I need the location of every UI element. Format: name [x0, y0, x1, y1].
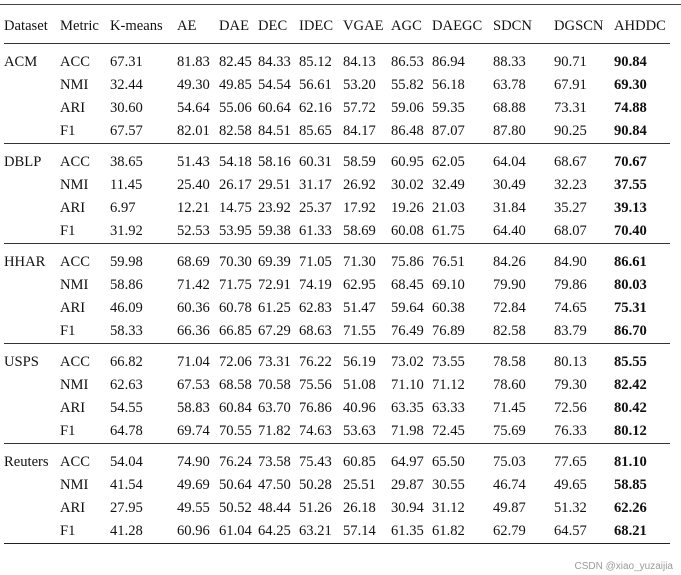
value-cell: 59.35: [432, 100, 465, 117]
value-cell: 50.28: [299, 477, 332, 494]
value-cell: 23.92: [258, 200, 291, 217]
metric-cell: ARI: [60, 200, 86, 217]
dataset-cell: [4, 174, 60, 197]
value-cell: 68.67: [554, 143, 614, 174]
best-value-cell: 75.31: [614, 300, 647, 317]
dataset-cell: [4, 320, 60, 343]
table-row: [4, 97, 670, 120]
value-cell: 32.44: [110, 77, 143, 94]
value-cell: 29.51: [258, 177, 291, 194]
value-cell: 71.82: [258, 422, 291, 439]
value-cell: 84.17: [343, 122, 376, 139]
table-row: [4, 174, 670, 197]
value-cell: 78.58: [493, 343, 554, 374]
value-cell: 90.71: [554, 54, 587, 71]
value-cell: 62.79: [493, 520, 554, 543]
header-cell: AGC: [391, 11, 432, 43]
metric-cell: F1: [60, 422, 76, 439]
table-row: [4, 520, 670, 543]
dataset-cell: [4, 197, 60, 220]
value-cell: 84.26: [493, 243, 554, 274]
value-cell: 31.84: [493, 200, 526, 217]
value-cell: 51.43: [177, 143, 219, 174]
value-cell: 59.98: [110, 243, 177, 274]
value-cell: 30.94: [391, 500, 424, 517]
value-cell: 74.63: [299, 422, 332, 439]
value-cell: 74.90: [177, 443, 219, 474]
value-cell: 70.30: [219, 243, 258, 274]
value-cell: 38.65: [110, 143, 177, 174]
best-value-cell: 80.03: [614, 277, 647, 294]
value-cell: 75.43: [299, 443, 343, 474]
value-cell: 26.18: [343, 500, 376, 517]
value-cell: 51.47: [343, 300, 376, 317]
value-cell: 25.37: [299, 200, 332, 217]
dataset-cell: [4, 497, 60, 520]
value-cell: 70.55: [219, 422, 252, 439]
value-cell: 59.38: [258, 222, 291, 239]
value-cell: 25.40: [177, 177, 210, 194]
metric-cell: F1: [60, 122, 76, 139]
value-cell: 32.23: [554, 177, 587, 194]
value-cell: 47.50: [258, 477, 291, 494]
value-cell: 49.55: [177, 500, 210, 517]
value-cell: 59.64: [391, 300, 424, 317]
best-value-cell: 37.55: [614, 177, 647, 194]
value-cell: 54.64: [177, 100, 210, 117]
value-cell: 60.96: [177, 520, 219, 543]
value-cell: 54.55: [110, 400, 143, 417]
value-cell: 60.84: [219, 400, 252, 417]
header-cell: DAE: [219, 11, 258, 43]
value-cell: 68.58: [219, 377, 252, 394]
value-cell: 57.14: [343, 520, 391, 543]
value-cell: 60.64: [258, 100, 291, 117]
value-cell: 57.72: [343, 100, 376, 117]
value-cell: 76.33: [554, 422, 587, 439]
header-cell: DEC: [258, 11, 299, 43]
value-cell: 78.60: [493, 377, 526, 394]
value-cell: 30.49: [493, 177, 526, 194]
best-value-cell: 80.42: [614, 400, 647, 417]
metric-cell: NMI: [60, 377, 89, 394]
dataset-cell: DBLP: [4, 143, 60, 174]
value-cell: 82.58: [493, 322, 526, 339]
value-cell: 11.45: [110, 177, 143, 194]
header-row: [4, 11, 670, 43]
value-cell: 62.63: [110, 377, 143, 394]
value-cell: 63.33: [432, 400, 465, 417]
table-row: [4, 343, 670, 374]
value-cell: 58.69: [343, 222, 376, 239]
value-cell: 76.51: [432, 243, 493, 274]
best-value-cell: 90.84: [614, 54, 647, 71]
metric-cell: NMI: [60, 177, 89, 194]
value-cell: 61.35: [391, 520, 432, 543]
value-cell: 54.04: [110, 443, 177, 474]
value-cell: 68.69: [177, 243, 219, 274]
top-rule: [0, 4, 681, 5]
value-cell: 71.55: [343, 322, 376, 339]
value-cell: 60.36: [177, 300, 210, 317]
value-cell: 81.83: [177, 54, 210, 71]
table-row: [4, 243, 670, 274]
value-cell: 26.92: [343, 177, 376, 194]
value-cell: 55.06: [219, 100, 252, 117]
dataset-cell: Reuters: [4, 443, 60, 474]
value-cell: 86.53: [391, 54, 424, 71]
value-cell: 51.26: [299, 500, 332, 517]
table-row: [4, 474, 670, 497]
value-cell: 66.82: [110, 343, 177, 374]
table-row: [4, 497, 670, 520]
dataset-cell: [4, 397, 60, 420]
value-cell: 46.09: [110, 300, 143, 317]
value-cell: 71.12: [432, 377, 465, 394]
value-cell: 26.17: [219, 177, 252, 194]
value-cell: 74.19: [299, 277, 332, 294]
value-cell: 49.87: [493, 500, 526, 517]
value-cell: 75.86: [391, 243, 432, 274]
value-cell: 53.95: [219, 222, 252, 239]
value-cell: 82.58: [219, 122, 252, 139]
header-cell: Metric: [60, 11, 110, 43]
value-cell: 55.82: [391, 77, 424, 94]
value-cell: 14.75: [219, 200, 252, 217]
value-cell: 60.78: [219, 300, 252, 317]
value-cell: 67.29: [258, 322, 291, 339]
value-cell: 50.52: [219, 500, 252, 517]
value-cell: 80.13: [554, 343, 614, 374]
value-cell: 6.97: [110, 200, 136, 217]
value-cell: 52.53: [177, 222, 210, 239]
value-cell: 87.07: [432, 122, 465, 139]
header-cell: DAEGC: [432, 11, 493, 43]
value-cell: 67.31: [110, 54, 143, 71]
value-cell: 86.48: [391, 122, 424, 139]
value-cell: 71.45: [493, 400, 526, 417]
value-cell: 31.12: [432, 500, 465, 517]
value-cell: 68.88: [493, 100, 526, 117]
value-cell: 66.36: [177, 322, 210, 339]
header-cell: K-means: [110, 11, 177, 43]
table-row: [4, 120, 670, 143]
metric-cell: F1: [60, 322, 76, 339]
value-cell: 86.94: [432, 54, 465, 71]
dataset-cell: ACM: [4, 54, 38, 71]
metric-cell: NMI: [60, 277, 89, 294]
value-cell: 27.95: [110, 500, 143, 517]
table-row: [4, 220, 670, 243]
value-cell: 62.83: [299, 300, 332, 317]
value-cell: 84.13: [343, 54, 376, 71]
value-cell: 77.65: [554, 443, 614, 474]
value-cell: 73.02: [391, 343, 432, 374]
value-cell: 66.85: [219, 322, 252, 339]
dataset-cell: USPS: [4, 343, 60, 374]
value-cell: 63.21: [299, 520, 343, 543]
table-row: [4, 297, 670, 320]
dataset-cell: [4, 297, 60, 320]
value-cell: 58.83: [177, 400, 210, 417]
value-cell: 50.64: [219, 477, 252, 494]
value-cell: 35.27: [554, 200, 587, 217]
value-cell: 71.05: [299, 243, 343, 274]
value-cell: 70.58: [258, 377, 291, 394]
dataset-cell: [4, 97, 60, 120]
value-cell: 12.21: [177, 200, 210, 217]
value-cell: 72.91: [258, 277, 291, 294]
value-cell: 67.57: [110, 122, 143, 139]
value-cell: 48.44: [258, 500, 291, 517]
metric-cell: ACC: [60, 343, 110, 374]
best-value-cell: 69.30: [614, 77, 647, 94]
value-cell: 49.85: [219, 77, 252, 94]
table-row: [4, 197, 670, 220]
value-cell: 71.42: [177, 277, 210, 294]
metric-cell: ARI: [60, 300, 86, 317]
dataset-cell: [4, 274, 60, 297]
value-cell: 62.16: [299, 100, 332, 117]
metric-cell: F1: [60, 520, 110, 543]
value-cell: 76.22: [299, 343, 343, 374]
metric-cell: NMI: [60, 477, 89, 494]
header-cell: IDEC: [299, 11, 343, 43]
value-cell: 63.78: [493, 77, 526, 94]
dataset-cell: [4, 120, 60, 143]
value-cell: 72.45: [432, 422, 465, 439]
value-cell: 46.74: [493, 477, 526, 494]
value-cell: 60.38: [432, 300, 465, 317]
value-cell: 51.08: [343, 377, 376, 394]
value-cell: 30.02: [391, 177, 424, 194]
value-cell: 76.49: [391, 322, 424, 339]
metric-cell: ARI: [60, 500, 86, 517]
table-row: [4, 74, 670, 97]
value-cell: 58.33: [110, 322, 143, 339]
value-cell: 69.39: [258, 243, 299, 274]
value-cell: 68.07: [554, 222, 587, 239]
value-cell: 65.50: [432, 443, 493, 474]
value-cell: 83.79: [554, 322, 587, 339]
value-cell: 60.95: [391, 143, 432, 174]
value-cell: 58.16: [258, 143, 299, 174]
best-value-cell: 68.21: [614, 520, 670, 543]
best-value-cell: 81.10: [614, 443, 670, 474]
value-cell: 53.63: [343, 422, 376, 439]
value-cell: 60.08: [391, 222, 424, 239]
value-cell: 60.31: [299, 143, 343, 174]
dataset-cell: [4, 474, 60, 497]
table-row: [4, 443, 670, 474]
value-cell: 63.35: [391, 400, 424, 417]
best-value-cell: 85.55: [614, 343, 670, 374]
value-cell: 84.90: [554, 243, 614, 274]
best-value-cell: 90.84: [614, 122, 647, 139]
header-cell: DGSCN: [554, 11, 614, 43]
best-value-cell: 62.26: [614, 500, 647, 517]
metric-cell: ARI: [60, 400, 86, 417]
best-value-cell: 70.40: [614, 222, 647, 239]
metric-cell: ACC: [60, 443, 110, 474]
value-cell: 72.56: [554, 400, 587, 417]
value-cell: 76.86: [299, 400, 332, 417]
dataset-cell: HHAR: [4, 243, 60, 274]
value-cell: 74.65: [554, 300, 587, 317]
value-cell: 87.80: [493, 122, 526, 139]
value-cell: 41.28: [110, 520, 177, 543]
value-cell: 49.69: [177, 477, 210, 494]
best-value-cell: 86.70: [614, 322, 647, 339]
best-value-cell: 39.13: [614, 200, 647, 217]
value-cell: 71.04: [177, 343, 219, 374]
value-cell: 68.45: [391, 277, 424, 294]
value-cell: 63.70: [258, 400, 291, 417]
value-cell: 62.05: [432, 143, 493, 174]
value-cell: 31.92: [110, 222, 143, 239]
value-cell: 73.55: [432, 343, 493, 374]
value-cell: 49.65: [554, 477, 587, 494]
value-cell: 75.56: [299, 377, 332, 394]
value-cell: 90.25: [554, 122, 587, 139]
value-cell: 29.87: [391, 477, 424, 494]
metric-cell: F1: [60, 222, 76, 239]
value-cell: 31.17: [299, 177, 332, 194]
value-cell: 79.86: [554, 277, 587, 294]
table-row: [4, 143, 670, 174]
value-cell: 67.91: [554, 77, 587, 94]
dataset-cell: [4, 420, 60, 443]
value-cell: 68.63: [299, 322, 332, 339]
value-cell: 58.86: [110, 277, 143, 294]
best-value-cell: 58.85: [614, 477, 647, 494]
value-cell: 17.92: [343, 200, 376, 217]
value-cell: 64.78: [110, 422, 143, 439]
value-cell: 40.96: [343, 400, 376, 417]
value-cell: 61.75: [432, 222, 465, 239]
value-cell: 71.30: [343, 243, 391, 274]
header-cell: Dataset: [4, 11, 60, 43]
value-cell: 67.53: [177, 377, 210, 394]
value-cell: 54.54: [258, 77, 291, 94]
value-cell: 64.57: [554, 520, 614, 543]
value-cell: 61.33: [299, 222, 332, 239]
value-cell: 30.55: [432, 477, 465, 494]
value-cell: 56.61: [299, 77, 332, 94]
value-cell: 84.33: [258, 54, 291, 71]
value-cell: 59.06: [391, 100, 424, 117]
best-value-cell: 82.42: [614, 377, 647, 394]
metric-cell: ARI: [60, 100, 86, 117]
dataset-cell: [4, 520, 60, 543]
value-cell: 79.90: [493, 277, 526, 294]
value-cell: 71.98: [391, 422, 424, 439]
dataset-cell: [4, 220, 60, 243]
value-cell: 61.04: [219, 520, 258, 543]
table-row: [4, 43, 670, 74]
value-cell: 71.10: [391, 377, 424, 394]
value-cell: 76.24: [219, 443, 258, 474]
value-cell: 60.85: [343, 443, 391, 474]
results-table: [4, 11, 670, 544]
table-row: [4, 320, 670, 343]
best-value-cell: 70.67: [614, 143, 670, 174]
value-cell: 64.40: [493, 222, 526, 239]
value-cell: 56.19: [343, 343, 391, 374]
table-row: [4, 420, 670, 443]
value-cell: 84.51: [258, 122, 291, 139]
value-cell: 72.84: [493, 300, 526, 317]
value-cell: 19.26: [391, 200, 424, 217]
value-cell: 69.10: [432, 277, 465, 294]
value-cell: 21.03: [432, 200, 465, 217]
best-value-cell: 80.12: [614, 422, 647, 439]
value-cell: 73.58: [258, 443, 299, 474]
value-cell: 64.25: [258, 520, 299, 543]
value-cell: 72.06: [219, 343, 258, 374]
metric-cell: ACC: [60, 143, 110, 174]
value-cell: 85.65: [299, 122, 332, 139]
value-cell: 30.60: [110, 100, 143, 117]
value-cell: 58.59: [343, 143, 391, 174]
value-cell: 62.95: [343, 277, 376, 294]
best-value-cell: 74.88: [614, 100, 647, 117]
table-row: [4, 397, 670, 420]
value-cell: 53.20: [343, 77, 376, 94]
table-body: [4, 43, 670, 543]
header-cell: AHDDC: [614, 11, 670, 43]
table-row: [4, 274, 670, 297]
value-cell: 25.51: [343, 477, 376, 494]
table-row: [4, 374, 670, 397]
header-cell: SDCN: [493, 11, 554, 43]
dataset-cell: [4, 74, 60, 97]
metric-cell: ACC: [60, 243, 110, 274]
value-cell: 75.69: [493, 422, 526, 439]
header-cell: VGAE: [343, 11, 391, 43]
metric-cell: ACC: [60, 54, 91, 71]
value-cell: 64.04: [493, 143, 554, 174]
header-cell: AE: [177, 11, 219, 43]
value-cell: 82.45: [219, 54, 252, 71]
metric-cell: NMI: [60, 77, 89, 94]
value-cell: 73.31: [258, 343, 299, 374]
value-cell: 69.74: [177, 422, 210, 439]
value-cell: 41.54: [110, 477, 143, 494]
value-cell: 73.31: [554, 100, 587, 117]
dataset-cell: [4, 374, 60, 397]
value-cell: 75.03: [493, 443, 554, 474]
value-cell: 32.49: [432, 177, 465, 194]
value-cell: 54.18: [219, 143, 258, 174]
value-cell: 56.18: [432, 77, 465, 94]
watermark: CSDN @xiao_yuzaijia: [574, 561, 673, 572]
value-cell: 85.12: [299, 54, 332, 71]
value-cell: 82.01: [177, 122, 210, 139]
value-cell: 79.30: [554, 377, 587, 394]
best-value-cell: 86.61: [614, 243, 670, 274]
value-cell: 61.82: [432, 520, 493, 543]
value-cell: 61.25: [258, 300, 291, 317]
value-cell: 51.32: [554, 500, 587, 517]
value-cell: 49.30: [177, 77, 210, 94]
value-cell: 88.33: [493, 54, 526, 71]
value-cell: 76.89: [432, 322, 465, 339]
value-cell: 71.75: [219, 277, 252, 294]
value-cell: 64.97: [391, 443, 432, 474]
